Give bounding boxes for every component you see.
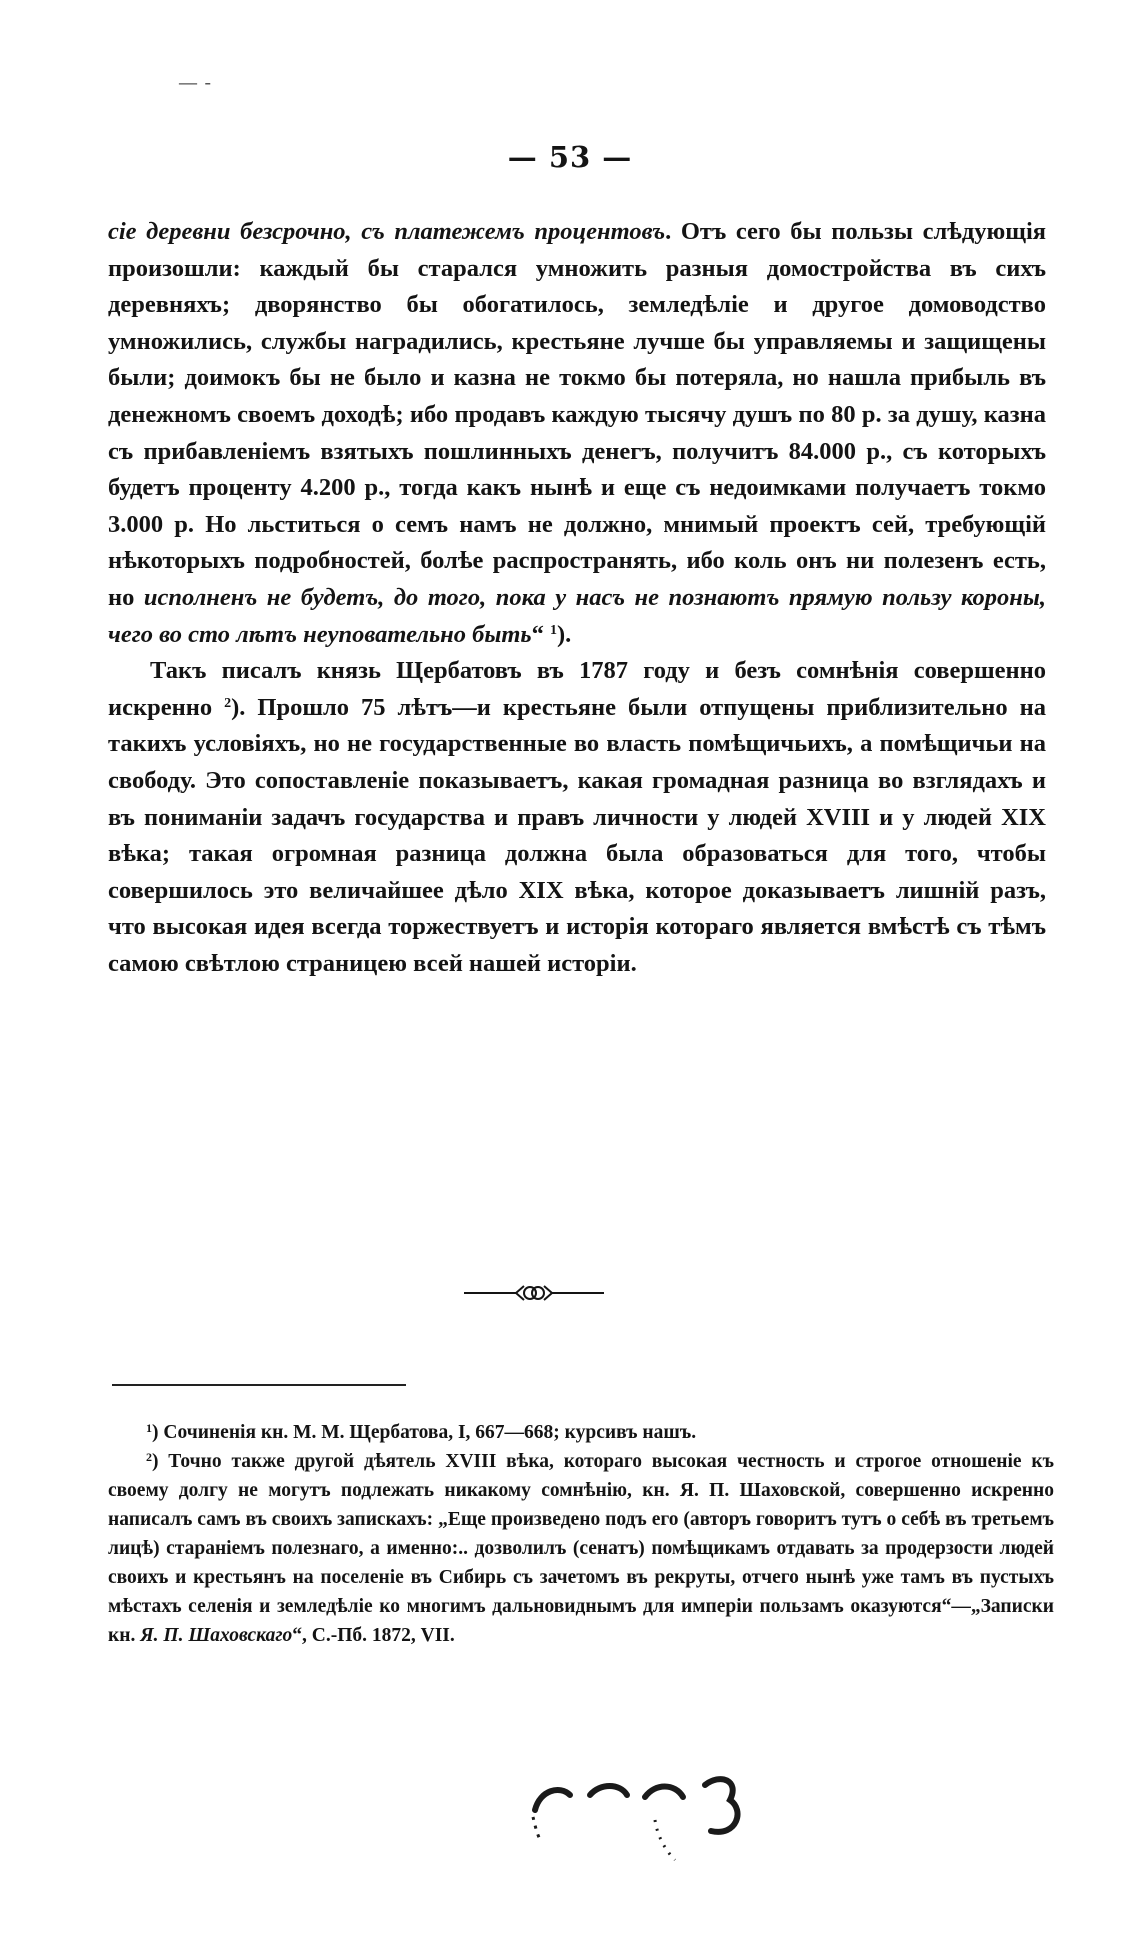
footnote-2-end: “, С.-Пб. 1872, VII.	[292, 1625, 455, 1646]
ornament-divider	[464, 1281, 604, 1305]
paragraph-2-body: ). Прошло 75 лѣтъ—и крестьяне были отпущены приблизительно на такихъ условіяхъ, но не государственные во власть помѣщичьихъ, а помѣщичьи на свободу. Это сопоставленіе показываетъ, какая громадная разница во взглядахъ и въ пониманіи задачъ государства и правъ личности у людей XVIII и у людей XIX вѣка; такая огромная разница должна была образоваться для того, чтобы совершилось это величайшее дѣло XIX вѣка, которое доказываетъ лишній разъ, что высокая идея всегда торжествуетъ и исторія котораго является вмѣстѣ съ тѣмъ самою свѣтлою страницею всей нашей исторіи.	[108, 693, 1047, 977]
page-number: — 53 —	[507, 140, 633, 174]
library-stamp-mark	[515, 1765, 755, 1875]
footnote-ref-1[interactable]: 1	[550, 622, 557, 638]
quote-close: “	[531, 620, 544, 648]
footnote-2-italic-name: Я. П. Шаховскаго	[140, 1625, 293, 1646]
footnote-2-mark: 2	[146, 1450, 152, 1464]
footnote-1-text: ) Сочиненія кн. М. М. Щербатова, I, 667—668; курсивъ нашъ.	[152, 1422, 697, 1443]
paragraph-1	[108, 214, 1046, 653]
footnotes	[108, 1418, 1054, 1650]
footnote-1	[108, 1418, 1054, 1447]
corner-mark: — -	[178, 70, 212, 94]
footnote-2	[108, 1447, 1054, 1650]
paragraph-1-close: ).	[557, 620, 572, 648]
footnote-1-mark: 1	[146, 1421, 152, 1435]
footnote-divider	[112, 1384, 406, 1386]
paragraph-2-start: Такъ писалъ князь Щербатовъ въ 1787 году и безъ сомнѣнія совершенно искренно	[108, 657, 1046, 721]
italic-quote-end: исполненъ не будетъ, до того, пока у насъ не познаютъ прямую пользу короны, чего во сто лѣтъ неуповательно быть	[108, 583, 1046, 648]
italic-lead: сіе деревни безсрочно, съ платежемъ процентовъ	[108, 218, 666, 245]
main-text	[108, 214, 1046, 982]
footnote-ref-2[interactable]: 2	[224, 695, 232, 711]
paragraph-1-body: . Отъ сего бы пользы слѣдующія произошли: каждый бы старался умножить разныя домостройства въ сихъ деревняхъ; дворянство бы обогатилось, земледѣліе и другое домоводство умножились, службы наградились, крестьяне лучше бы управляемы и защищены были; доимокъ бы не было и казна не токмо бы потеряла, но нашла прибыль въ денежномъ своемъ доходѣ; ибо продавъ каждую тысячу душъ по 80 р. за душу, казна съ прибавленіемъ взятыхъ пошлинныхъ денегъ, получитъ 84.000 р., съ которыхъ будетъ проценту 4.200 р., тогда какъ нынѣ и еще съ недоимками получаетъ токмо 3.000 р. Но льститься о семъ намъ не должно, мнимый проектъ сей, требующій нѣкоторыхъ подробностей, болѣе распространять, ибо коль онъ ни полезенъ есть, но	[108, 218, 1046, 611]
paragraph-2	[108, 653, 1046, 982]
footnote-2-text: ) Точно также другой дѣятель XVIII вѣка, котораго высокая честность и строгое отношеніе къ своему долгу не могутъ подлежать никакому сомнѣнію, кн. Я. П. Шаховской, совершенно искренно написалъ самъ въ своихъ запискахъ: „Еще произведено подъ его (авторъ говоритъ тутъ о себѣ въ третьемъ лицѣ) стараніемъ полезнаго, а именно:.. дозволилъ (сенатъ) помѣщикамъ отдавать за продерзости людей своихъ и крестьянъ на поселеніе въ Сибирь съ зачетомъ въ рекруты, отчего нынѣ уже тамъ въ пустыхъ мѣстахъ селенія и земледѣліе ко многимъ дальновиднымъ для имперіи пользамъ оказуются“—„Записки кн.	[108, 1451, 1054, 1646]
